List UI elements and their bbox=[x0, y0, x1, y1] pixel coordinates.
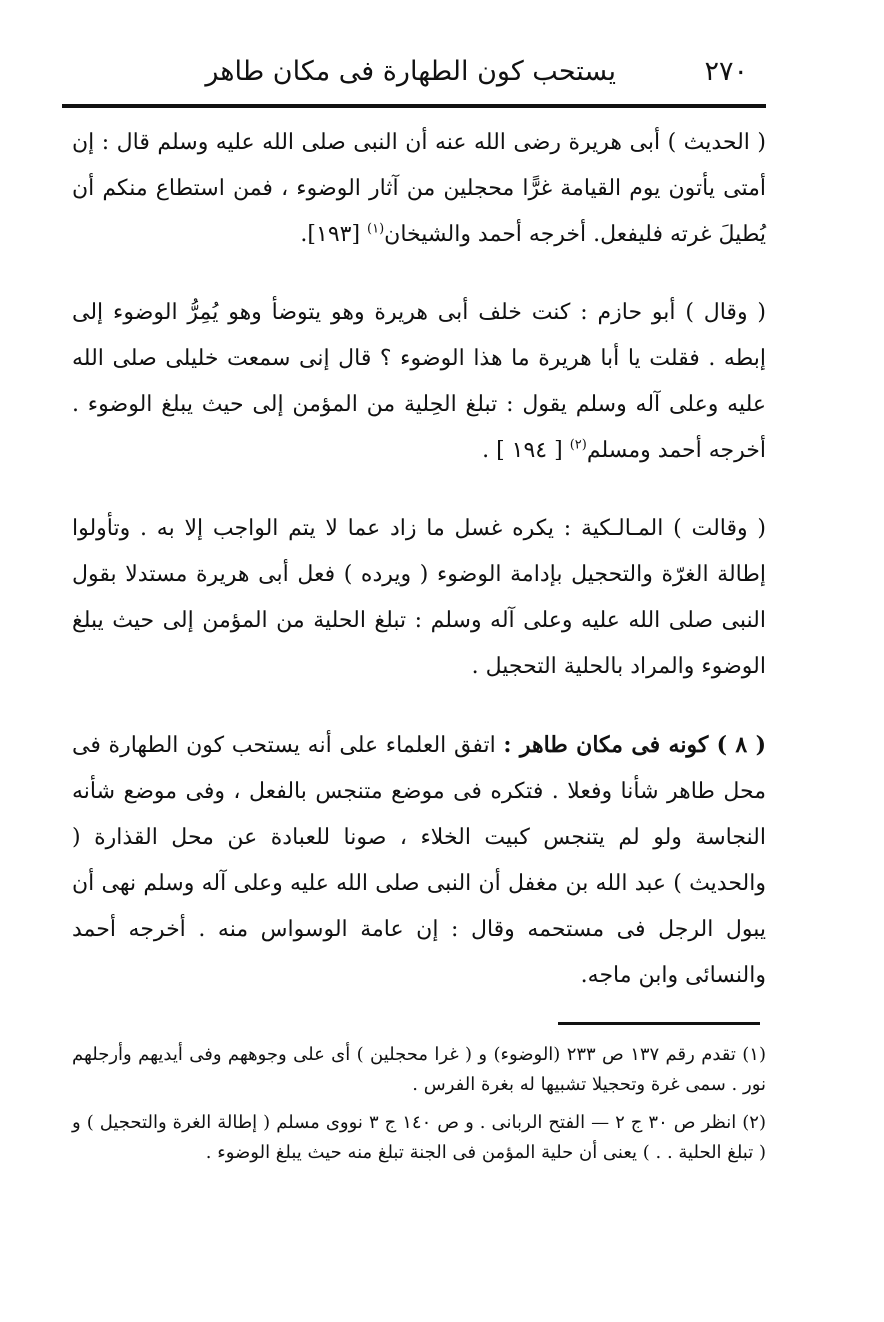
running-header bbox=[62, 52, 766, 98]
header-rule bbox=[62, 104, 766, 108]
paragraph-tail: [ ١٩٤ ] . bbox=[482, 438, 570, 463]
paragraph-text: ( الحديث ) أبى هريرة رضى الله عنه أن النبى صلى الله عليه وسلم قال : إن أمتى يأتون يوم القيامة غرًّا محجلين من آثار الوضوء ، فمن استطاع منكم أن يُطيلَ غرته فليفعل. أخرجه أحمد والشيخان bbox=[72, 130, 766, 247]
footnote-ref-1[interactable]: (١) bbox=[367, 221, 385, 237]
footnote-rule bbox=[558, 1022, 760, 1025]
paragraph-tail: [١٩٣]. bbox=[300, 222, 368, 247]
footnote-2: (٢) انظر ص ٣٠ ج ٢ — الفتح الربانى . و ص ١٤٠ ج ٣ نووى مسلم ( إطالة الغرة والتحجيل ) و ( تبلغ الحلية . . ) يعنى أن حلية المؤمن فى الجنة تبلغ منه حيث يبلغ الوضوء . bbox=[72, 1112, 766, 1163]
paragraph-text: اتفق العلماء على أنه يستحب كون الطهارة فى محل طاهر شأنا وفعلا . فتكره فى موضع متنجس بالفعل ، وفى موضع شأنه النجاسة ولو لم يتنجس كبيت الخلاء ، صونا للعبادة عن محل القذارة ( والحديث ) عبد الله بن مغفل أن النبى صلى الله عليه وعلى آله وسلم نهى أن يبول الرجل فى مستحمه وقال : إن عامة الوسواس منه . أخرجه أحمد والنسائى وابن ماجه. bbox=[72, 733, 766, 988]
paragraph-abu-hazim bbox=[72, 290, 766, 474]
paragraph-text: ( وقالت ) المـالـكية : يكره غسل ما زاد عما لا يتم الواجب إلا به . وتأولوا إطالة الغرّة والتحجيل بإدامة الوضوء ( ويرده ) فعل أبى هريرة مستدلا بقول النبى صلى الله عليه وعلى آله وسلم : تبلغ الحلية من المؤمن إلى حيث يبلغ الوضوء والمراد بالحلية التحجيل . bbox=[72, 516, 766, 679]
footnote-1: (١) تقدم رقم ١٣٧ ص ٢٣٣ (الوضوء) و ( غرا محجلين ) أى على وجوههم وفى أيديهم وأرجلهم نور . سمى غرة وتحجيلا تشبيها له بغرة الفرس . bbox=[72, 1044, 766, 1095]
paragraph-hadith-abu-hurayra bbox=[72, 120, 766, 258]
footnotes bbox=[72, 1040, 766, 1176]
paragraph-text: ( وقال ) أبو حازم : كنت خلف أبى هريرة وهو يتوضأ وهو يُمِرُّ الوضوء إلى إبطه . فقلت يا أبا هريرة ما هذا الوضوء ؟ قال إنى سمعت خليلى صلى الله عليه وعلى آله وسلم يقول : تبلغ الحِلية من المؤمن إلى حيث يبلغ الوضوء . أخرجه أحمد ومسلم bbox=[72, 300, 766, 463]
paragraph-section-8 bbox=[72, 722, 766, 999]
footnote-ref-2[interactable]: (٢) bbox=[569, 437, 587, 453]
paragraph-malikiyya bbox=[72, 506, 766, 690]
page-number: ٢٧٠ bbox=[704, 56, 748, 87]
section-heading: ( ٨ ) كونه فى مكان طاهر : bbox=[503, 732, 767, 758]
running-title: يستحب كون الطهارة فى مكان طاهر bbox=[205, 56, 616, 87]
main-text bbox=[72, 120, 766, 999]
